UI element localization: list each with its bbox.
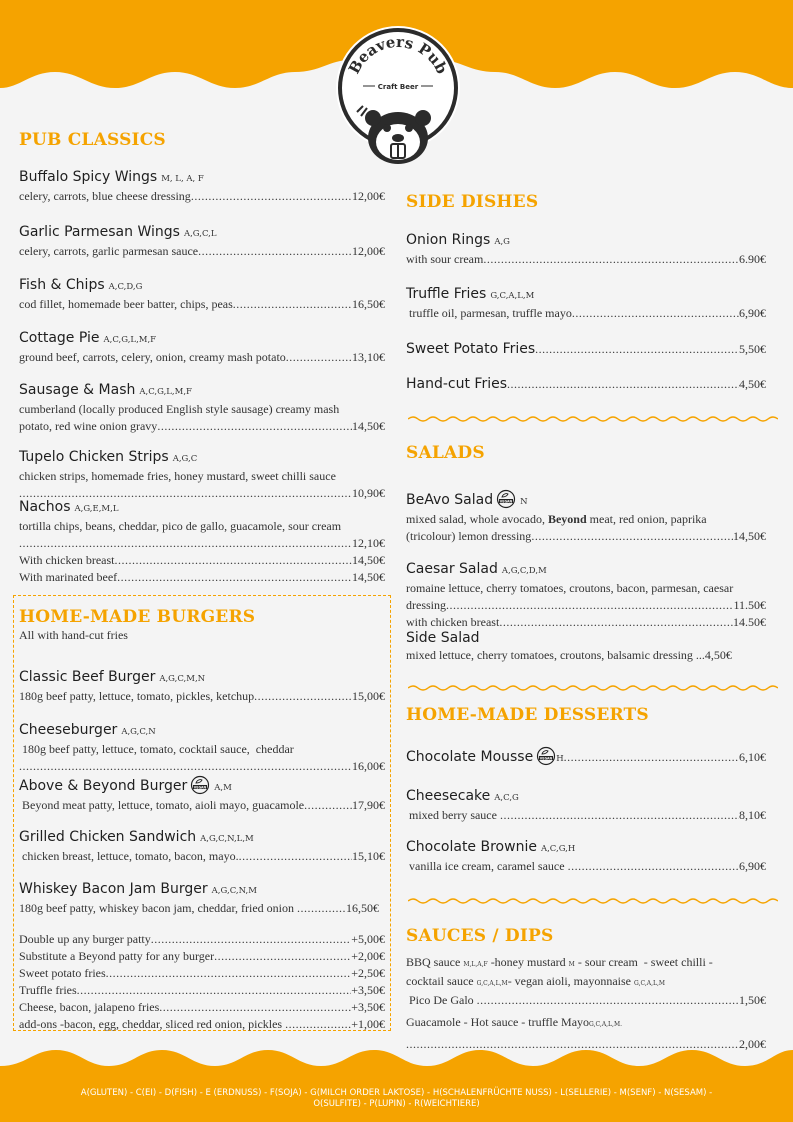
item-name: Grilled Chicken Sandwich	[19, 829, 197, 845]
addon-price: +2,00€	[351, 949, 385, 963]
allergen-codes: A,C,G,L,M,F	[139, 387, 192, 397]
item-name: Sausage & Mash	[19, 382, 136, 398]
item-price: 10,90€	[352, 486, 385, 500]
menu-item	[406, 787, 766, 824]
wavy-divider	[408, 684, 778, 692]
item-price: 15,10€	[352, 849, 385, 863]
addon-price: +1,00€	[351, 1017, 385, 1031]
vegan-icon	[536, 746, 556, 766]
extra-label: with chicken breast	[406, 615, 500, 629]
item-description: ground beef, carrots, celery, onion, creamy mash potato	[19, 350, 286, 364]
item-description: romaine lettuce, cherry tomatoes, croutons, bacon, parmesan, caesar	[406, 581, 734, 595]
item-name: Onion Rings	[406, 232, 491, 248]
extra-price: 14,50€	[352, 553, 385, 567]
item-name: Cheesecake	[406, 788, 491, 804]
logo-name: Beavers Pub	[344, 32, 452, 77]
menu-item	[19, 721, 385, 775]
allergen-codes: A,C,G,L,M,F	[103, 335, 157, 345]
item-description: mixed salad, whole avocado,	[406, 512, 548, 526]
addon-price: +5,00€	[351, 932, 385, 946]
allergen-legend-line: O(SULFITE) - P(LUPIN) - R(WEICHTIERE)	[313, 1099, 480, 1109]
burgers-subtitle: All with hand-cut fries	[19, 628, 128, 642]
item-price: 12,00€	[352, 189, 385, 203]
item-price: 13,10€	[352, 350, 385, 364]
item-description: truffle oil, parmesan, truffle mayo	[406, 306, 572, 320]
item-price: 6,90€	[739, 859, 766, 873]
menu-item	[406, 375, 766, 393]
menu-item	[19, 668, 385, 705]
item-description: 180g beef patty, lettuce, tomato, cocktail sauce, cheddar	[19, 742, 294, 756]
sauce-text: -honey mustard	[487, 955, 569, 969]
addon-price: +2,50€	[351, 966, 385, 980]
desserts-title: HOME-MADE DESSERTS	[406, 705, 649, 725]
item-name: Chocolate Mousse	[406, 749, 534, 765]
item-price: 14,50€	[733, 529, 766, 543]
menu-item	[406, 340, 766, 358]
item-price: 5,50€	[739, 342, 766, 356]
menu-item	[406, 489, 766, 545]
item-name: Hand-cut Fries	[406, 376, 508, 392]
addon-label: Sweet potato fries	[19, 966, 106, 980]
addon-label: Truffle fries	[19, 983, 77, 997]
vegan-icon	[496, 489, 516, 509]
item-description: 180g beef patty, whiskey bacon jam, cheddar, fried onion	[19, 901, 297, 915]
allergen-codes: H	[556, 754, 564, 764]
allergen-legend	[30, 1088, 763, 1110]
sauce-text: Pico De Galo	[406, 993, 477, 1007]
item-price: 12,10€	[352, 536, 385, 550]
menu-item	[19, 381, 385, 435]
item-price: 6,10€	[739, 750, 766, 764]
pub-classics-title: PUB CLASSICS	[19, 130, 166, 150]
sauces-title: SAUCES / DIPS	[406, 926, 554, 946]
sauce-text: - sour cream - sweet chilli -	[574, 955, 713, 969]
menu-item	[19, 775, 385, 814]
extra-label: With marinated beef	[19, 570, 118, 584]
vegan-icon	[190, 775, 210, 795]
item-name: Sweet Potato Fries	[406, 341, 536, 357]
item-price: 2,00€	[739, 1037, 766, 1051]
item-price: 14,50€	[352, 419, 385, 433]
addons-list	[19, 931, 385, 1033]
allergen-codes: G,C,A,L,M	[633, 980, 666, 987]
item-price: 6,90€	[739, 306, 766, 320]
item-name: Garlic Parmesan Wings	[19, 224, 180, 240]
menu-item	[406, 285, 766, 322]
item-description: cod fillet, homemade beer batter, chips, peas	[19, 297, 233, 311]
allergen-codes: A,G,C,N	[121, 727, 156, 737]
menu-item	[19, 168, 385, 205]
item-name: Cheeseburger	[19, 722, 118, 738]
svg-text:VEGAN: VEGAN	[499, 499, 513, 504]
item-name: Side Salad	[406, 630, 480, 646]
item-description-bold: Beyond	[547, 512, 587, 526]
item-price: 17,90€	[352, 798, 385, 812]
sauce-text: cocktail sauce	[406, 974, 477, 988]
item-price: 8,10€	[739, 808, 766, 822]
side-dishes-title: SIDE DISHES	[406, 192, 539, 212]
allergen-codes: A,G,C,D,M	[501, 566, 547, 576]
extra-price: 14.50€	[733, 615, 766, 629]
svg-text:VEGAN: VEGAN	[540, 756, 553, 761]
menu-item	[406, 560, 766, 631]
item-price: 16,50€	[346, 901, 379, 915]
item-name: Caesar Salad	[406, 561, 498, 577]
allergen-codes: A,M	[214, 783, 232, 793]
menu-item	[406, 838, 766, 875]
addon-label: add-ons -bacon, egg, cheddar, sliced red onion, pickles	[19, 1017, 286, 1031]
menu-item	[19, 223, 385, 260]
menu-item	[19, 448, 385, 502]
allergen-legend-line: A(GLUTEN) - C(EI) - D(FISH) - E (ERDNUSS) - F(SOJA) - G(MILCH ORDER LAKTOSE) - H(SCHALENFRÜCHTE NUSS) - L(SELLERIE) - M(SENF) - N(SESAM) -	[80, 1088, 713, 1098]
extra-label: With chicken breast	[19, 553, 115, 567]
wavy-divider	[408, 897, 778, 905]
item-name: Classic Beef Burger	[19, 669, 156, 685]
item-price: 11.50€	[733, 598, 766, 612]
addon-label: Cheese, bacon, jalapeno fries	[19, 1000, 160, 1014]
burgers-title: HOME-MADE BURGERS	[19, 607, 256, 627]
wavy-divider	[408, 415, 778, 423]
menu-item	[19, 828, 385, 865]
allergen-codes: G,C,A,L,M.	[589, 1021, 622, 1028]
salads-title: SALADS	[406, 443, 485, 463]
item-description: with sour cream	[406, 252, 484, 266]
extra-price: 14,50€	[352, 570, 385, 584]
menu-item	[406, 746, 766, 770]
item-description: potato, red wine onion gravy	[19, 419, 158, 433]
item-description: tortilla chips, beans, cheddar, pico de gallo, guacamole, sour cream	[19, 519, 342, 533]
pub-logo	[333, 20, 463, 170]
item-description: cumberland (locally produced English style sausage) creamy mash	[19, 402, 340, 416]
sauces-list	[406, 954, 766, 1053]
item-description: 180g beef patty, lettuce, tomato, pickles, ketchup	[19, 689, 255, 703]
item-description: vanilla ice cream, caramel sauce	[406, 859, 568, 873]
allergen-codes: M,L,A,F	[463, 961, 488, 968]
menu-item	[19, 498, 385, 586]
sauce-text: Guacamole - Hot sauce - truffle Mayo	[406, 1015, 590, 1029]
allergen-codes: A,C,G	[494, 793, 519, 803]
item-name: Whiskey Bacon Jam Burger	[19, 881, 208, 897]
item-name: Tupelo Chicken Strips	[19, 449, 169, 465]
allergen-codes: N	[520, 497, 528, 507]
allergen-codes: A,G	[494, 237, 510, 247]
allergen-codes: A,G,C,N,M	[211, 886, 257, 896]
allergen-codes: A,G,C,L	[183, 229, 217, 239]
addon-price: +3,50€	[351, 983, 385, 997]
svg-text:VEGAN: VEGAN	[194, 785, 207, 790]
addon-label: Double up any burger patty	[19, 932, 151, 946]
item-name: Truffle Fries	[406, 286, 487, 302]
allergen-codes: A,G,C,N,L,M	[200, 834, 254, 844]
sauce-text: BBQ sauce	[406, 955, 464, 969]
item-price: 16,00€	[352, 759, 385, 773]
item-description: chicken strips, homemade fries, honey mustard, sweet chilli sauce	[19, 469, 336, 483]
item-description: meat, red onion, paprika	[586, 512, 707, 526]
allergen-codes: G,C,A,L,M	[476, 980, 508, 987]
item-description: celery, carrots, blue cheese dressing	[19, 189, 191, 203]
allergen-codes: A,G,C,M,N	[159, 674, 206, 684]
item-price: 4,50€	[704, 648, 732, 662]
allergen-codes: M	[568, 961, 575, 968]
item-name: Cottage Pie	[19, 330, 100, 346]
menu-item	[406, 629, 766, 664]
item-description: celery, carrots, garlic parmesan sauce	[19, 244, 199, 258]
item-description: dressing	[406, 598, 446, 612]
item-name: BeAvo Salad	[406, 492, 494, 508]
item-name: Above & Beyond Burger	[19, 778, 188, 794]
item-price: 4,50€	[739, 377, 766, 391]
allergen-codes: A,G,C	[172, 454, 198, 464]
allergen-codes: G,C,A,L,M	[490, 291, 535, 301]
allergen-codes: A,C,D,G	[108, 282, 143, 292]
item-description: chicken breast, lettuce, tomato, bacon, mayo.	[19, 849, 239, 863]
sauce-text: - vegan aioli, mayonnaise	[507, 974, 634, 988]
menu-item	[406, 231, 766, 268]
allergen-codes: M, L, A, F	[161, 174, 204, 184]
item-price: 16,50€	[352, 297, 385, 311]
item-name: Chocolate Brownie	[406, 839, 537, 855]
allergen-codes: A,C,G,H	[540, 844, 576, 854]
item-price: 12,00€	[352, 244, 385, 258]
item-price: 6.90€	[739, 252, 766, 266]
addon-label: Substitute a Beyond patty for any burger	[19, 949, 215, 963]
item-name: Fish & Chips	[19, 277, 105, 293]
item-name: Buffalo Spicy Wings	[19, 169, 158, 185]
item-description: Beyond meat patty, lettuce, tomato, aioli mayo, guacamole	[19, 798, 305, 812]
item-price: 15,00€	[352, 689, 385, 703]
logo-tagline: Craft Beer	[377, 83, 419, 91]
item-description: (tricolour) lemon dressing	[406, 529, 532, 543]
menu-item	[19, 276, 385, 313]
menu-item	[19, 329, 385, 366]
item-price: 1,50€	[739, 993, 766, 1007]
item-description: mixed lettuce, cherry tomatoes, croutons, balsamic dressing ...	[406, 648, 705, 662]
item-description: mixed berry sauce	[406, 808, 500, 822]
item-name: Nachos	[19, 499, 71, 515]
allergen-codes: A,G,E,M,L	[74, 504, 119, 514]
menu-item	[19, 880, 385, 917]
addon-price: +3,50€	[351, 1000, 385, 1014]
